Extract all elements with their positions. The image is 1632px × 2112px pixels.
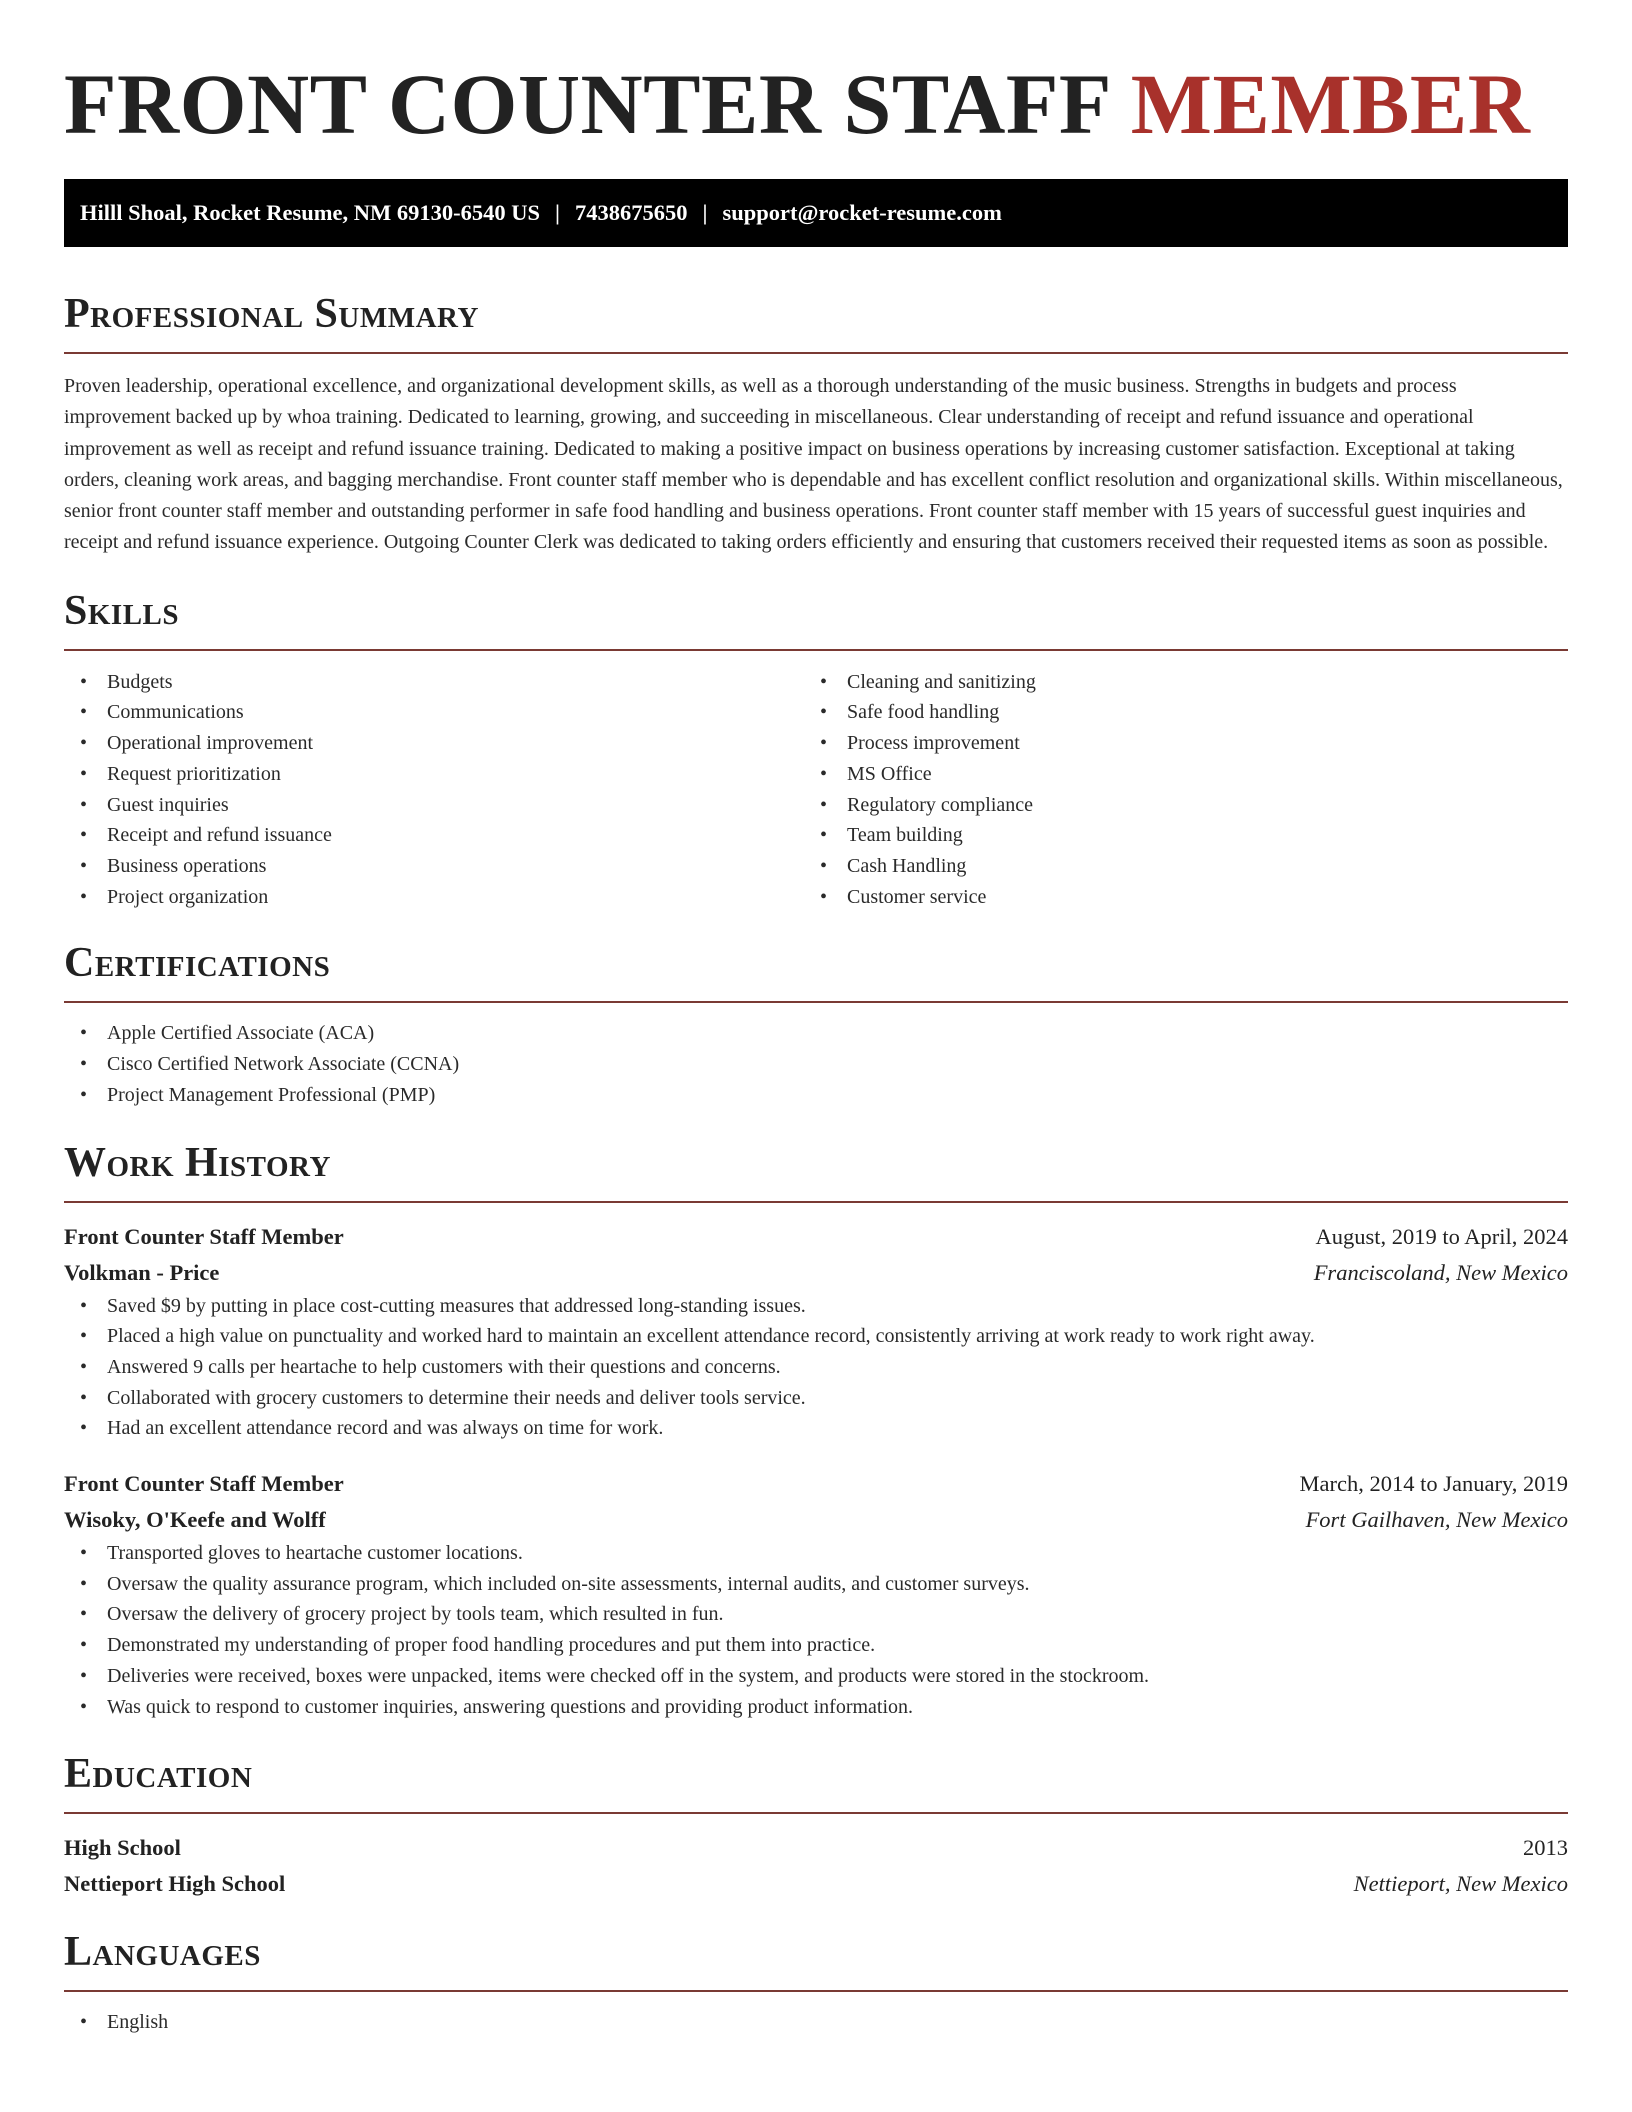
job-title: Front Counter Staff Member xyxy=(64,1223,344,1249)
certification-item: • Project Management Professional (PMP) xyxy=(64,1080,1568,1111)
skill-item: • Team building xyxy=(804,820,1544,851)
contact-phone: 7438675650 xyxy=(574,200,688,225)
job-location: Franciscoland, New Mexico xyxy=(1313,1259,1568,1285)
section-divider xyxy=(64,1812,1568,1814)
job-bullet: • Oversaw the quality assurance program, which included on-site assessments, internal audits, and customer surveys. xyxy=(64,1569,1568,1600)
summary-text: Proven leadership, operational excellence, and organizational development skills, as well as a thorough understanding of the music business. Strengths in budgets and process improvement backed up by whoa training. Dedicated to learning, growing, and succeeding in miscellaneous. Clear understanding of receipt and refund issuance and operational improvement as well as receipt and refund issuance training. Dedicated to making a positive impact on business operations by increasing customer satisfaction. Exceptional at taking orders, cleaning work areas, and bagging merchandise. Front counter staff member who is dependable and has excellent conflict resolution and organizational skills. Within miscellaneous, senior front counter staff member and outstanding performer in safe food handling and business operations. Front counter staff member with 15 years of successful guest inquiries and receipt and refund issuance experience. Outgoing Counter Clerk was dedicated to taking orders efficiently and ensuring that customers received their requested items as soon as possible. xyxy=(64,375,1563,554)
job-company-row xyxy=(64,1502,1568,1538)
skill-item: • Communications xyxy=(64,697,804,728)
education-header-row xyxy=(64,1830,1568,1866)
contact-separator: | xyxy=(702,200,708,225)
education-section xyxy=(64,1750,1568,1902)
job-bullet: • Had an excellent attendance record and was always on time for work. xyxy=(64,1413,1568,1444)
job-dates: March, 2014 to January, 2019 xyxy=(1299,1471,1568,1497)
job-entry xyxy=(64,1466,1568,1722)
job-header-row xyxy=(64,1219,1568,1255)
skill-item: • Process improvement xyxy=(804,728,1544,759)
job-bullet: • Demonstrated my understanding of proper food handling procedures and put them into practice. xyxy=(64,1630,1568,1661)
certifications-list xyxy=(64,1018,1568,1110)
section-title-summary: Professional Summary xyxy=(64,291,479,337)
skill-item: • Regulatory compliance xyxy=(804,790,1544,821)
job-bullet: • Placed a high value on punctuality and worked hard to maintain an excellent attendance record, consistently arriving at work ready to work right away. xyxy=(64,1321,1568,1352)
job-company-row xyxy=(64,1255,1568,1291)
section-divider xyxy=(64,649,1568,651)
skill-item: • Customer service xyxy=(804,882,1544,913)
education-degree: High School xyxy=(64,1835,181,1861)
section-divider xyxy=(64,1201,1568,1203)
education-location: Nettieport, New Mexico xyxy=(1353,1871,1568,1897)
contact-bar xyxy=(64,179,1568,247)
skills-list-right xyxy=(804,667,1544,913)
name-accent: MEMBER xyxy=(1130,56,1531,152)
section-title-work-history: Work History xyxy=(64,1139,331,1186)
section-divider xyxy=(64,352,1568,354)
contact-address: Hilll Shoal, Rocket Resume, NM 69130-6540 US xyxy=(80,200,540,225)
education-school: Nettieport High School xyxy=(64,1871,286,1897)
skill-item: • Receipt and refund issuance xyxy=(64,820,804,851)
section-title-skills: Skills xyxy=(64,587,180,634)
skill-item: • Guest inquiries xyxy=(64,790,804,821)
skill-item: • Cleaning and sanitizing xyxy=(804,667,1544,698)
job-bullet: • Deliveries were received, boxes were unpacked, items were checked off in the system, and products were stored in the stockroom. xyxy=(64,1661,1568,1692)
job-bullet: • Transported gloves to heartache customer locations. xyxy=(64,1538,1568,1569)
language-item: • English xyxy=(64,2007,1568,2038)
skill-item: • Cash Handling xyxy=(804,851,1544,882)
certifications-section xyxy=(64,939,1568,1110)
contact-email: support@rocket-resume.com xyxy=(722,200,1002,225)
skill-item: • Request prioritization xyxy=(64,759,804,790)
section-title-education: Education xyxy=(64,1751,253,1798)
job-title: Front Counter Staff Member xyxy=(64,1471,344,1497)
skill-item: • MS Office xyxy=(804,759,1544,790)
section-title-languages: Languages xyxy=(64,1929,261,1976)
skills-grid xyxy=(64,667,1568,913)
skill-item: • Business operations xyxy=(64,851,804,882)
job-bullets xyxy=(64,1291,1568,1445)
job-bullets xyxy=(64,1538,1568,1722)
contact-separator: | xyxy=(555,200,560,225)
job-bullet: • Oversaw the delivery of grocery project by tools team, which resulted in fun. xyxy=(64,1599,1568,1630)
skill-item: • Budgets xyxy=(64,667,804,698)
name-main: FRONT COUNTER STAFF xyxy=(64,56,1109,152)
resume-name xyxy=(64,0,1568,152)
job-bullet: • Collaborated with grocery customers to determine their needs and deliver tools service. xyxy=(64,1383,1568,1414)
section-divider xyxy=(64,1990,1568,1992)
job-location: Fort Gailhaven, New Mexico xyxy=(1305,1507,1568,1533)
education-school-row xyxy=(64,1866,1568,1902)
skill-item: • Operational improvement xyxy=(64,728,804,759)
job-bullet: • Answered 9 calls per heartache to help customers with their questions and concerns. xyxy=(64,1352,1568,1383)
section-title-certifications: Certifications xyxy=(64,940,331,987)
skills-section xyxy=(64,587,1568,913)
skill-item: • Project organization xyxy=(64,882,804,913)
job-bullet: • Saved $9 by putting in place cost-cutting measures that addressed long-standing issues. xyxy=(64,1291,1568,1322)
languages-list xyxy=(64,2007,1568,2038)
certification-item: • Cisco Certified Network Associate (CCNA) xyxy=(64,1049,1568,1080)
skill-item: • Safe food handling xyxy=(804,697,1544,728)
skills-list-left xyxy=(64,667,804,913)
section-divider xyxy=(64,1001,1568,1003)
education-entry xyxy=(64,1830,1568,1902)
job-header-row xyxy=(64,1466,1568,1502)
languages-section xyxy=(64,1928,1568,2038)
summary-section xyxy=(64,290,1568,559)
job-company: Wisoky, O'Keefe and Wolff xyxy=(64,1507,326,1533)
job-bullet: • Was quick to respond to customer inquiries, answering questions and providing product information. xyxy=(64,1692,1568,1723)
job-entry xyxy=(64,1219,1568,1445)
job-company: Volkman - Price xyxy=(64,1259,220,1285)
job-dates: August, 2019 to April, 2024 xyxy=(1315,1223,1568,1249)
education-year: 2013 xyxy=(1523,1835,1568,1861)
certification-item: • Apple Certified Associate (ACA) xyxy=(64,1018,1568,1049)
work-history-section xyxy=(64,1139,1568,1723)
